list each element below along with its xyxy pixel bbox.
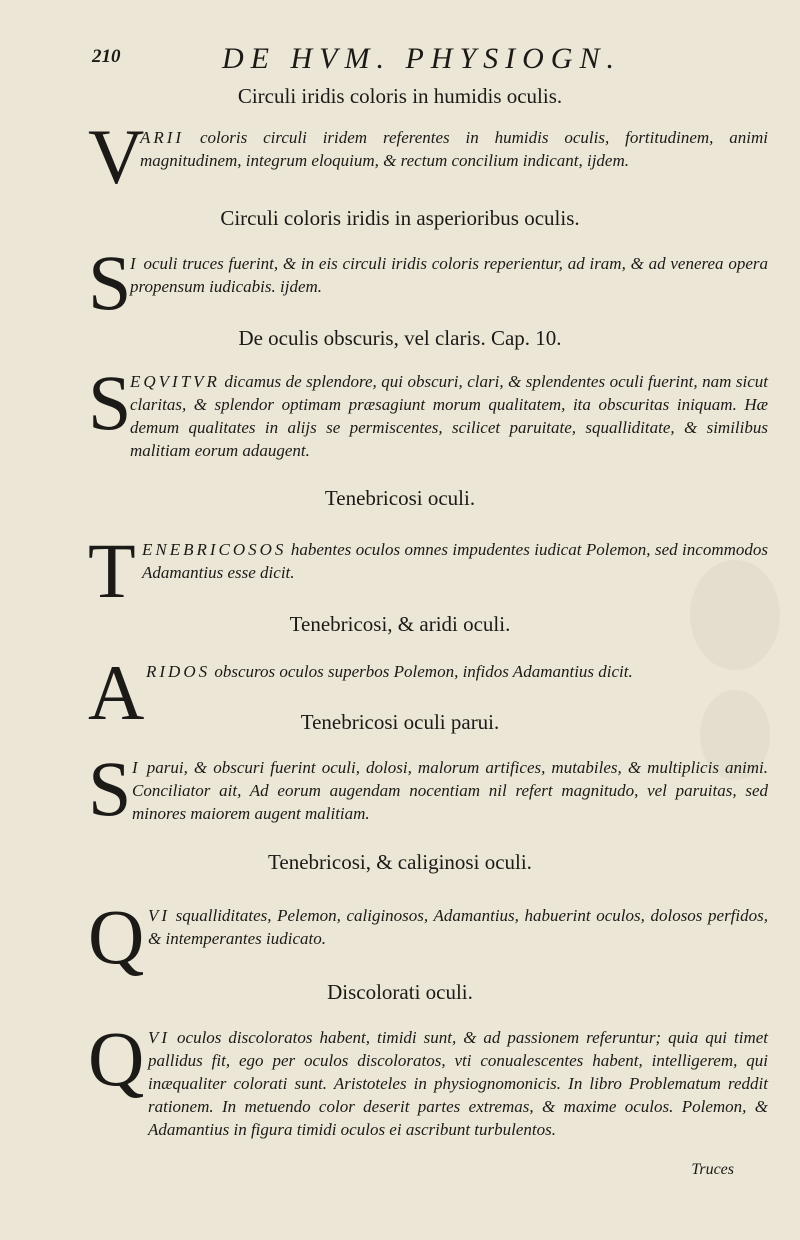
paragraph-body: obscuros oculos superbos Polemon, infidos Adamantius dicit. — [210, 662, 633, 681]
drop-cap: V — [88, 113, 145, 200]
paragraph-text — [148, 1026, 768, 1141]
paragraph — [88, 527, 768, 614]
drop-cap: S — [88, 745, 132, 832]
paragraph-text — [146, 660, 768, 683]
paragraph-body: coloris circuli iridem referentes in humidis oculis, fortitudinem, animi magnitudinem, integrum eloquium, & rectum concilium indicant, ijdem. — [140, 128, 768, 170]
section-heading: Tenebricosi oculi. — [324, 486, 476, 510]
section-heading: Tenebricosi, & caliginosi oculi. — [268, 850, 532, 874]
lead-word: ARII — [140, 128, 185, 147]
paragraph — [88, 113, 768, 200]
paragraph — [88, 1015, 768, 1141]
paragraph-body: squalliditates, Pelemon, caliginosos, Adamantius, habuerint oculos, dolosos perfidos, & intemperantes iudicato. — [148, 906, 768, 948]
page-number: 210 — [92, 46, 121, 67]
drop-cap: Q — [88, 1015, 145, 1102]
lead-word: I — [130, 254, 139, 273]
paragraph-body: dicamus de splendore, qui obscuri, clari, & splendentes oculi fuerint, nam sicut claritas, & splendor optimam præsagiunt morum qualitatem, ita obscuritas iniquam. Hæ demum qualitates in alijs se permiscentes, scilicet paruitate, squalliditate, & similibus malitiam eorum adaugent. — [130, 372, 768, 460]
drop-cap: T — [88, 527, 136, 614]
lead-word: VI — [148, 1028, 171, 1047]
page-header — [92, 42, 770, 76]
paragraph-text — [132, 756, 768, 825]
chapter-heading: De oculis obscuris, vel claris. Cap. 10. — [238, 326, 562, 350]
paragraph-text — [142, 538, 768, 584]
section-heading: Tenebricosi, & aridi oculi. — [289, 612, 511, 636]
drop-cap: A — [88, 649, 145, 736]
drop-cap: S — [88, 239, 132, 326]
paragraph-body: oculos discoloratos habent, timidi sunt, & ad passionem referuntur; quia qui timet pallidus fit, ego per oculos discoloratos, vti conualescentes habent, intelligerem, qui inæqualiter colorati sunt. Aristoteles in physiognomonicis. In libro Problematum reddit rationem. In metuendo color deserit partes extremas, & maxime oculos. Polemon, & Adamantius in figura timidi oculos ei ascribunt turbulentos. — [148, 1028, 768, 1139]
section-heading: Circuli iridis coloris in humidis oculis. — [237, 84, 563, 108]
section-heading: Circuli coloris iridis in asperioribus oculis. — [220, 206, 580, 230]
paragraph — [88, 239, 768, 326]
section-heading: Discolorati oculi. — [327, 980, 473, 1004]
paragraph — [88, 893, 768, 980]
paragraph-text — [130, 370, 768, 462]
paragraph — [88, 359, 768, 462]
running-head: DE HVM. PHYSIOGN. — [222, 42, 621, 75]
lead-word: VI — [148, 906, 171, 925]
catchword: Truces — [691, 1161, 734, 1178]
section-heading: Tenebricosi oculi parui. — [300, 710, 500, 734]
paragraph-text — [130, 252, 768, 298]
lead-word: I — [132, 758, 141, 777]
drop-cap: S — [88, 359, 132, 446]
lead-word: RIDOS — [146, 662, 211, 681]
lead-word: ENEBRICOSOS — [142, 540, 287, 559]
paragraph-text — [140, 126, 768, 172]
paragraph-body: habentes oculos omnes impudentes iudicat Polemon, sed incommodos Adamantius esse dicit. — [142, 540, 768, 582]
paragraph — [88, 745, 768, 832]
lead-word: EQVITVR — [130, 372, 220, 391]
paragraph-body: oculi truces fuerint, & in eis circuli iridis coloris reperientur, ad iram, & ad venerea opera propensum iudicabis. ijdem. — [130, 254, 768, 296]
drop-cap: Q — [88, 893, 145, 980]
paragraph-text — [148, 904, 768, 950]
paragraph-body: parui, & obscuri fuerint oculi, dolosi, malorum artifices, mutabiles, & multiplicis animi. Conciliator ait, Ad eorum augendam nocentiam nil refert magnitudo, vel paruitas, sed minores maiorem augent malitiam. — [132, 758, 768, 823]
